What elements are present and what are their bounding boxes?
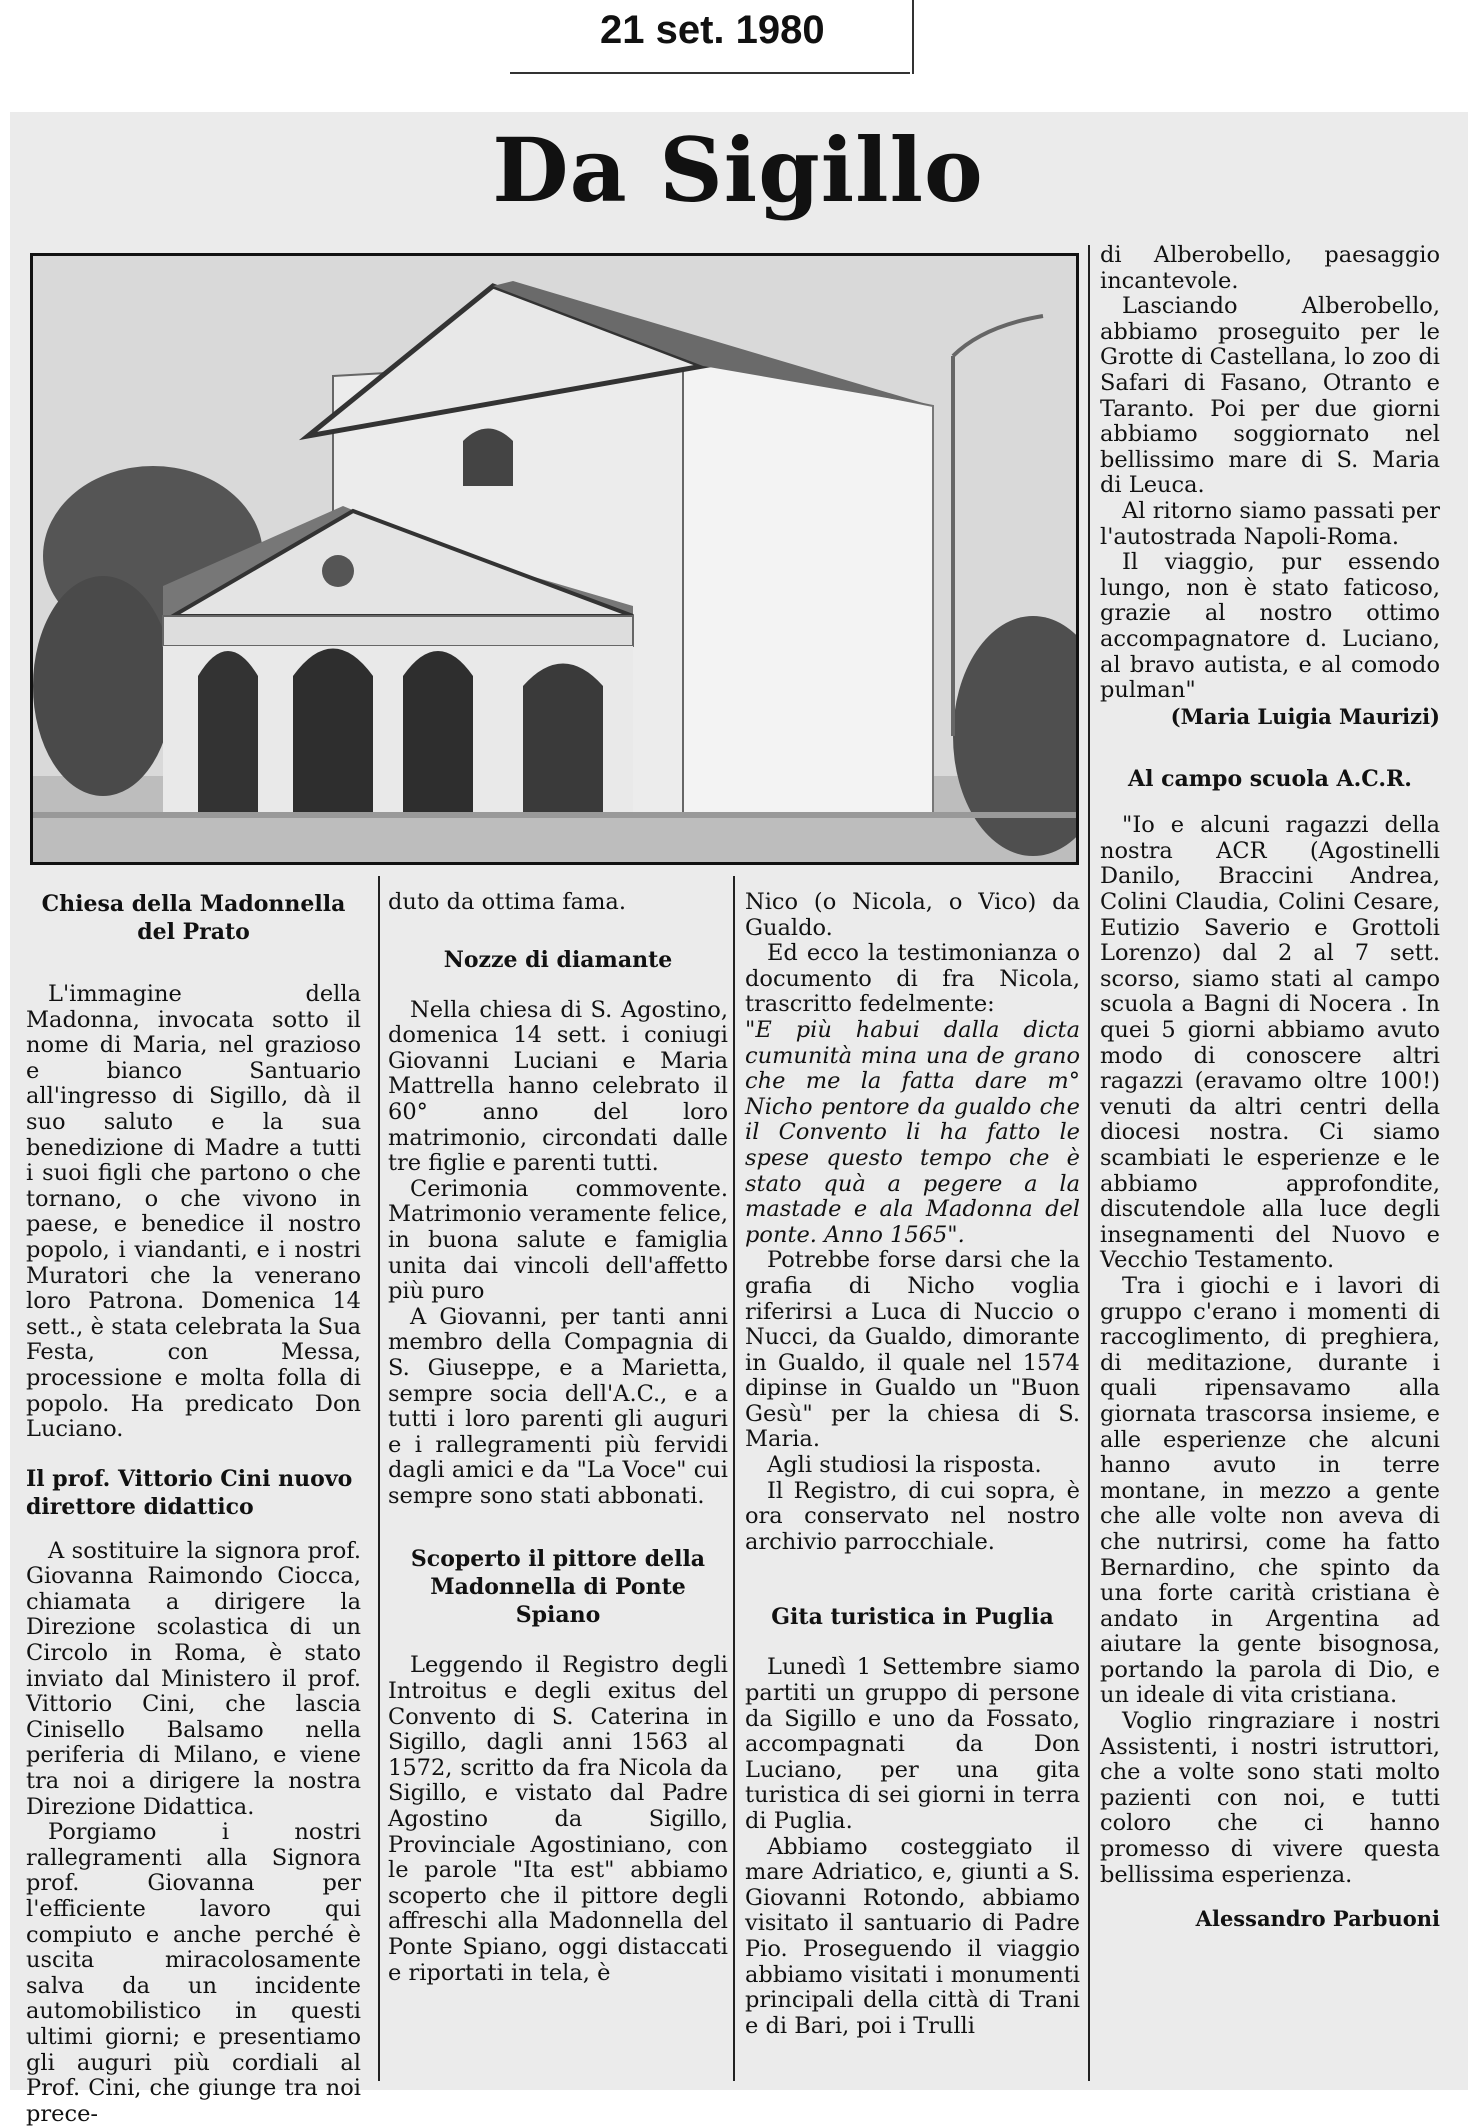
- column-divider: [378, 876, 380, 2081]
- church-illustration: [33, 256, 1076, 862]
- gita-paragraph-4: Al ritorno siamo passati per l'autostrada Napoli-Roma.: [1100, 497, 1440, 550]
- gita-paragraph-1: Lunedì 1 Settembre siamo partiti un gruppo di persone da Sigillo e uno da Fossato, accompagnati da Don Luciano, per una gita turistica di sei giorni in terra di Puglia.: [745, 1654, 1080, 1834]
- headline: Da Sigillo: [492, 118, 984, 222]
- cini-paragraph-2: Porgiamo i nostri rallegramenti alla Signora prof. Giovanna per l'efficiente lavoro qui compiuto e anche perché è uscita miracolosamente salva da un incidente automobilistico in questi ultimi giorni; e presentiamo gli auguri più cordiali al Prof. Cini, che giunge tra noi prece-: [26, 1819, 361, 2127]
- pittore-paragraph-2: Potrebbe forse darsi che la grafia di Nicho voglia riferirsi a Luca di Nuccio o Nucci, da Gualdo, dimorante in Gualdo, il quale nel 1574 dipinse in Gualdo un "Buon Gesù" per la chiesa di S. Maria.: [745, 1247, 1080, 1453]
- pittore-paragraph-3: Agli studiosi la risposta.: [767, 1452, 1042, 1479]
- date-stamp: 21 set. 1980: [600, 8, 825, 52]
- column-divider: [1088, 245, 1090, 2081]
- photo-caption: [26, 890, 361, 946]
- church-photo: [30, 253, 1079, 865]
- acr-paragraph-2: Tra i giochi e i lavori di gruppo c'erano i momenti di raccoglimento, di preghiera, di meditazione, durante i quali ripensavamo alla giornata trascorsa insieme, e alle esperienze che alcuni hanno avuto in terre montane, in mezzo a gente che alle volte non aveva di che nutrirsi, come ha fatto Bernardino, che spinto da una forte carità cristiana è andato in Argentina ad aiutare la gente bisognosa, portando la parola di Dio, e un ideale di vita cristiana.: [1100, 1272, 1440, 1709]
- cini-continuation: duto da ottima fama.: [388, 889, 626, 915]
- caption-line-1: Chiesa della Madonnella: [41, 891, 346, 917]
- pittore-continuation: Nico (o Nicola, o Vico) da Gualdo.: [745, 889, 1080, 941]
- cini-paragraph-1: A sostituire la signora prof. Giovanna Raimondo Ciocca, chiamata a dirigere la Direzione scolastica di un Circolo in Roma, è stato inviato dal Ministero il prof. Vittorio Cini, che lascia Cinisello Balsamo nella periferia di Milano, e viene tra noi a dirigere la nostra Direzione Didattica.: [26, 1537, 361, 1820]
- column-4: [1100, 243, 1440, 1932]
- testimony-intro: Ed ecco la testimonianza o documento di fra Nicola, trascritto fedelmente:: [745, 940, 1080, 1018]
- column-3: [745, 890, 1080, 2039]
- nozze-paragraph-2: Cerimonia commovente. Matrimonio veramente felice, in buona salute e famiglia unita dai vincoli dell'affetto più puro: [388, 1175, 728, 1305]
- testimony-quote: "E più habui dalla dicta cumunità mina una de grano che me la fatta dare m° Nicho pentore da gualdo che il Convento li ha fatto le spese questo tempo che è stato quà a pegere a la mastade e ala Madonna del ponte. Anno 1565".: [745, 1016, 1080, 1248]
- pittore-paragraph-4: Il Registro, di cui sopra, è ora conservato nel nostro archivio parrocchiale.: [745, 1477, 1080, 1555]
- heading-acr: Al campo scuola A.C.R.: [1128, 766, 1412, 793]
- caption-line-2: del Prato: [137, 919, 250, 945]
- stamp-underline: [510, 72, 910, 74]
- gita-continuation: di Alberobello, paesaggio incantevole.: [1100, 242, 1440, 294]
- acr-paragraph-3: Voglio ringraziare i nostri Assistenti, i nostri istruttori, che a volte sono stati molto pazienti con noi, e tutti coloro che ci hanno promesso di vivere questa bellissima esperienza.: [1100, 1708, 1440, 1888]
- nozze-paragraph-3: A Giovanni, per tanti anni membro della Compagnia di S. Giuseppe, e a Marietta, sempre socia dell'A.C., e a tutti i loro parenti gli auguri e i rallegramenti più fervidi dagli amici e da "La Voce" cui sempre sono stati abbonati.: [388, 1303, 728, 1509]
- signature-maurizi: (Maria Luigia Maurizi): [1170, 703, 1440, 729]
- column-divider: [733, 876, 735, 2081]
- stamp-vertical-line: [912, 0, 914, 74]
- gita-paragraph-2: Abbiamo costeggiato il mare Adriatico, e, giunti a S. Giovanni Rotondo, abbiamo visitato il santuario di Padre Pio. Proseguendo il viaggio abbiamo visitati i monumenti principali della città di Trani e di Bari, poi i Trulli: [745, 1833, 1080, 2039]
- acr-paragraph-1: "Io e alcuni ragazzi della nostra ACR (Agostinelli Danilo, Braccini Andrea, Colini Claudia, Colini Cesare, Eutizio Saverio e Grottoli Lorenzo) dal 2 al 7 sett. scorso, siamo stati al campo scuola a Bagni di Nocera . In quei 5 giorni abbiamo avuto modo di conoscere altri ragazzi (eravamo oltre 100!) venuti da altri centri della diocesi nostra. Ci siamo scambiati le esperienze e le abbiamo approfondite, discutendole alla luce degli insegnamenti del Nuovo e Vecchio Testamento.: [1100, 812, 1440, 1274]
- heading-gita: Gita turistica in Puglia: [771, 1604, 1054, 1631]
- pittore-paragraph: Leggendo il Registro degli Introitus e degli exitus del Convento di S. Caterina in Sigillo, dagli anni 1563 al 1572, scritto da fra Nicola da Sigillo, e vistato dal Padre Agostino da Sigillo, Provinciale Agostiniano, con le parole "Ita est" abbiamo scoperto che il pittore degli affreschi alla Madonnella del Ponte Spiano, oggi distaccati e riportati in tela, è: [388, 1652, 728, 1986]
- signature-parbuoni: Alessandro Parbuoni: [1195, 1906, 1440, 1932]
- gita-paragraph-5: Il viaggio, pur essendo lungo, non è stato faticoso, grazie al nostro ottimo accompagnatore d. Luciano, al bravo autista, e al comodo pulman": [1100, 549, 1440, 704]
- heading-nozze: Nozze di diamante: [443, 946, 673, 973]
- heading-cini: Il prof. Vittorio Cini nuovo direttore didattico: [26, 1465, 353, 1520]
- gita-paragraph-3: Lasciando Alberobello, abbiamo proseguito per le Grotte di Castellana, lo zoo di Safari di Fasano, Otranto e Taranto. Poi per due giorni abbiamo soggiornato nel bellissimo mare di S. Maria di Leuca.: [1100, 293, 1440, 499]
- column-1: [26, 890, 361, 2127]
- madonna-paragraph: L'immagine della Madonna, invocata sotto il nome di Maria, nel grazioso e bianco Santuario all'ingresso di Sigillo, dà il suo saluto e la sua benedizione di Madre a tutti i suoi figli che partono o che tornano, o che vivono in paese, e benedice il nostro popolo, i viandanti, e i nostri Muratori che la venerano loro Patrona. Domenica 14 sett., è stata celebrata la Sua Festa, con Messa, processione e molta folla di popolo. Ha predicato Don Luciano.: [26, 981, 361, 1443]
- nozze-paragraph-1: Nella chiesa di S. Agostino, domenica 14 sett. i coniugi Giovanni Luciani e Maria Mattrella hanno celebrato il 60° anno del loro matrimonio, circondati dalle tre figlie e parenti tutti.: [388, 996, 728, 1177]
- heading-pittore: Scoperto il pittore della Madonnella di Ponte Spiano: [410, 1546, 706, 1629]
- column-2: [388, 890, 728, 1986]
